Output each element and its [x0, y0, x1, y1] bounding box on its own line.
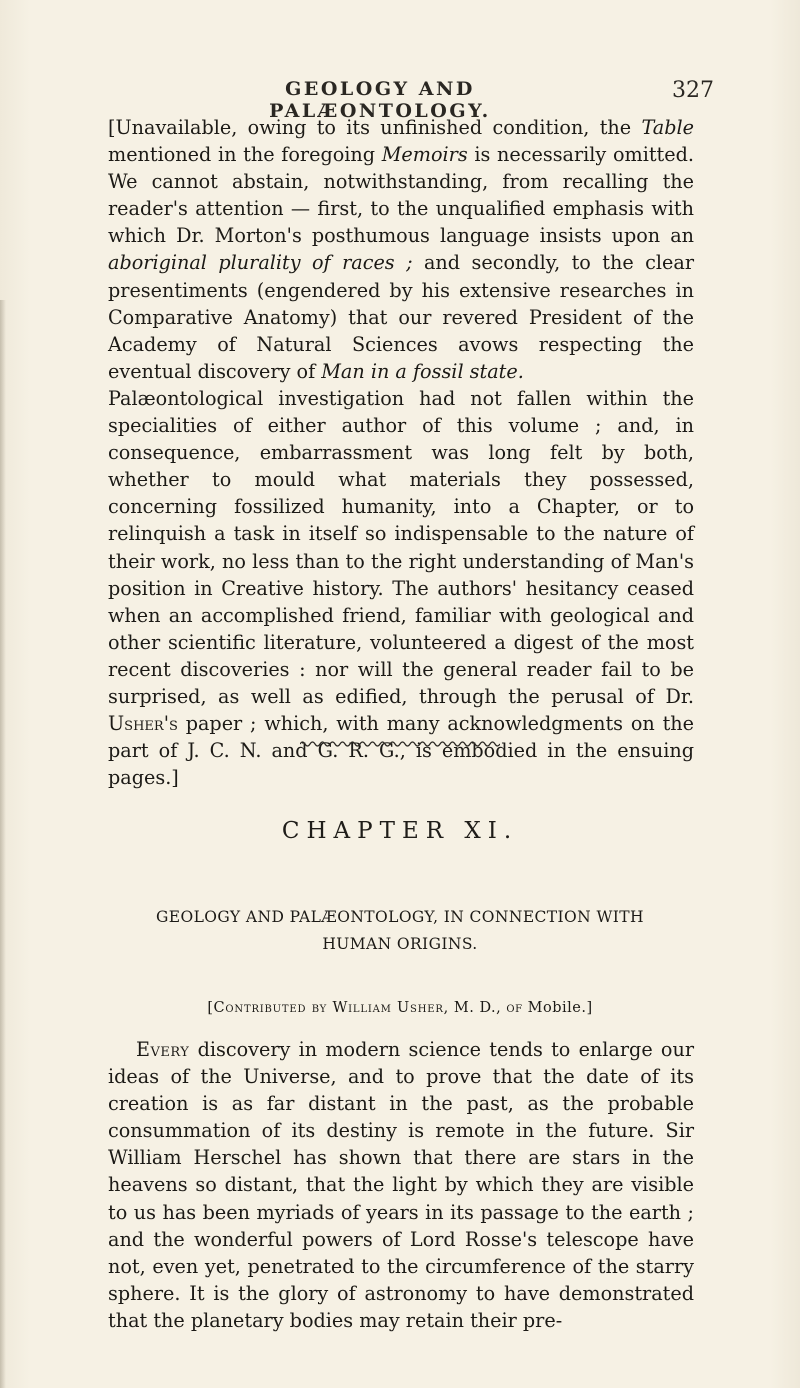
running-head-title: GEOLOGY AND PALÆONTOLOGY.	[269, 78, 491, 122]
editorial-note-paragraph-1: [Unavailable, owing to its unfinished condition, the Table mentioned in the foregoing Memoirs is necessarily omitted. We cannot abstain, notwithstanding, from recalling the reader's attention — first, to the unqualified emphasis with which Dr. Morton's posthumous language insists upon an aboriginal plurality of races ; and secondly, to the clear presentiments (engendered by his extensive researches in Comparative Anatomy) that our revered President of the Academy of Natural Sciences avows respecting the eventual discovery of Man in a fossil state.	[108, 116, 694, 383]
contributor-credit: [Contributed by William Usher, M. D., of Mobile.]	[207, 1000, 593, 1016]
emphasis-table: Table	[641, 116, 694, 139]
body-paragraph-1: Every discovery in modern science tends to enlarge our ideas of the Universe, and to prove that the date of its creation is as far distant in the past, as the probable consummation of its destiny is remote in the future. Sir William Herschel has shown that there are stars in the heavens so distant, that the light by which they are visible to us has been myriads of years in its passage to the earth ; and the wonderful powers of Lord Rosse's telescope have not, even yet, penetrated to the circumference of the starry sphere. It is the glory of astronomy to have demonstrated that the planetary bodies may retain their pre-	[108, 1038, 694, 1332]
usher-name: Usher's	[108, 712, 178, 736]
editorial-note	[108, 114, 694, 791]
chapter-body	[108, 1036, 694, 1334]
chapter-subtitle: GEOLOGY AND PALÆONTOLOGY, IN CONNECTION WITH HUMAN ORIGINS.	[156, 908, 644, 953]
chapter-title: CHAPTER XI.	[281, 818, 519, 844]
emphasis-memoirs: Memoirs	[381, 143, 468, 167]
page-number: 327	[672, 78, 714, 103]
opening-word: Every	[136, 1038, 190, 1061]
wavy-divider-ornament	[300, 740, 500, 748]
page-gutter-shadow	[0, 300, 6, 1388]
editorial-note-paragraph-2: Palæontological investigation had not fallen within the specialities of either author of this volume ; and, in consequence, embarrassment was long felt by both, whether to mould what materials they possessed, concerning fossilized humanity, into a Chapter, or to relinquish a task in itself so indispensable to the nature of their work, no less than to the right understanding of Man's position in Creative history. The authors' hesitancy ceased when an accomplished friend, familiar with geological and other scientific literature, volunteered a digest of the most recent discoveries : nor will the general reader fail to be surprised, as well as edified, through the perusal of Dr. Usher's paper ; which, with many acknowledgments on the part of J. C. N. and G. R. G., is embodied in the ensuing pages.]	[108, 386, 694, 790]
emphasis-fossil: Man in a fossil state.	[321, 359, 524, 383]
emphasis-plurality: aboriginal plurality of races ;	[108, 251, 413, 275]
running-head	[0, 78, 800, 122]
